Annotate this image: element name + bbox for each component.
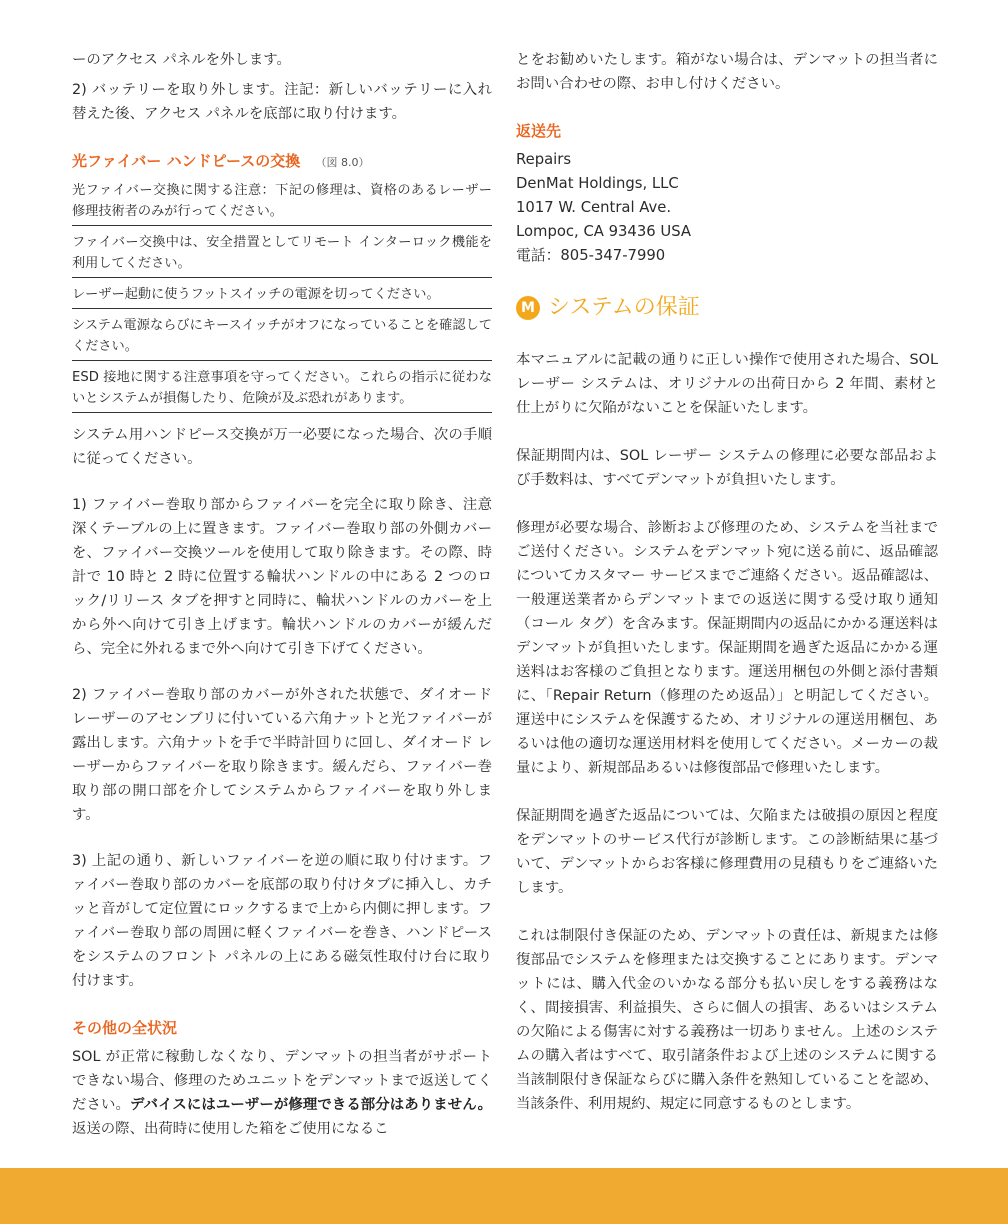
footer-color-bar xyxy=(0,1168,1008,1224)
intro-paragraph: ーのアクセス パネルを外します。 xyxy=(72,52,291,68)
fiber-step-3: 3) 上記の通り、新しいファイバーを逆の順に取り付けます。ファイバー巻取り部のカバーを底部の取り付けタブに挿入し、カチッと音がして定位置にロックするまで上から内側に押します。ファイバー巻取り部の周囲に軽くファイバーを巻き、ハンドピースをシステムのフロント パネルの上にある磁気性取付け台に取り付けます。 xyxy=(72,853,492,989)
phone-line: 電話：805-347-7990 xyxy=(516,247,666,264)
left-column xyxy=(72,48,507,1141)
warranty-heading xyxy=(516,292,938,324)
warning-remote-interlock: ファイバー交換中は、安全措置としてリモート インターロック機能を利用してください。 xyxy=(72,232,492,278)
other-text-b: 返送の際、出荷時に使用した箱をご使用になるこ xyxy=(72,1121,389,1137)
no-user-serviceable-parts: デバイスにはユーザーが修理できる部分はありません。 xyxy=(129,1097,492,1113)
fiber-section-title: 光ファイバー ハンドピースの交換 xyxy=(72,152,301,170)
battery-step: 2) バッテリーを取り外します。注記：新しいバッテリーに入れ替えた後、アクセス パネルを底部に取り付けます。 xyxy=(72,82,492,122)
fiber-step-2: 2) ファイバー巻取り部のカバーが外された状態で、ダイオード レーザーのアセンブリに付いている六角ナットと光ファイバーが露出します。六角ナットを手で半時計回りに回し、ダイオード レーザーからファイバーを取り除きます。緩んだら、ファイバー巻取り部の開口部を介してシステムからファイバーを取り外します。 xyxy=(72,687,507,823)
other-paragraph xyxy=(72,1045,492,1141)
other-text-a: SOL が正常に稼動しなくなり、デンマットの担当者がサポートできない場合、修理のためユニットをデンマットまで返送してください。 xyxy=(72,1049,492,1113)
return-address xyxy=(516,148,938,268)
warranty-paragraph: 修理が必要な場合、診断および修理のため、システムを当社までご送付ください。システムをデンマット宛に送る前に、返品確認についてカスタマー サービスまでご連絡ください。返品確認は、一般運送業者からデンマットまでの返送に関する受け取り通知（コール タグ）を含みます。保証期間内の返品にかかる運送料はデンマットが負担いたします。保証期間を過ぎた返品にかかる運送料はお客様のご負担となります。運送用梱包の外側と添付書類に、「Repair Return（修理のため返品）」と明記してください。運送中にシステムを保護するため、オリジナルの運送用梱包、あるいは他の適切な運送用材料を使用してください。メーカーの裁量により、新規部品あるいは修復部品で修理いたします。 xyxy=(516,520,938,776)
warranty-paragraph: これは制限付き保証のため、デンマットの責任は、新規または修復部品でシステムを修理または交換することにあります。デンマットには、購入代金のいかなる部分も払い戻しをする義務はなく、間接損害、利益損失、さらに個人の損害、あるいはシステムの欠陥による傷害に対する義務は一切ありません。上述のシステムの購入者はすべて、取引諸条件および上述のシステムに関する当該制限付き保証ならびに購入条件を熟知していることを認め、当該条件、利用規約、規定に同意するものとします。 xyxy=(516,928,938,1112)
address-line: 1017 W. Central Ave. xyxy=(516,199,672,216)
address-line: Lompoc, CA 93436 USA xyxy=(516,223,691,240)
address-line: Repairs xyxy=(516,151,572,168)
warning-qualified-technician: 光ファイバー交換に関する注意：下記の修理は、資格のあるレーザー 修理技術者のみが行ってください。 xyxy=(72,180,492,226)
warranty-title: システムの保証 xyxy=(548,295,700,320)
warning-esd: ESD 接地に関する注意事項を守ってください。これらの指示に従わないとシステムが損傷したり、危険が及ぶ恐れがあります。 xyxy=(72,367,492,413)
section-m-badge-icon: M xyxy=(516,296,540,320)
fiber-step-1: 1) ファイバー巻取り部からファイバーを完全に取り除き、注意深くテーブルの上に置きます。ファイバー巻取り部の外側カバーを、ファイバー交換ツールを使用して取り除きます。その際、時計で 10 時と 2 時に位置する輪状ハンドルの中にある 2 つのロック/リリース タブを押すと同時に、輪状ハンドルのカバーを上から外へ向けて引き上げます。輪状ハンドルのカバーが緩んだら、完全に外れるまで外へ向けて引き下げてください。 xyxy=(72,497,492,657)
warranty-paragraph: 保証期間内は、SOL レーザー システムの修理に必要な部品および手数料は、すべてデンマットが負担いたします。 xyxy=(516,448,938,488)
handpiece-replacement-intro: システム用ハンドピース交換が万一必要になった場合、次の手順に従ってください。 xyxy=(72,427,492,467)
fiber-section-heading xyxy=(72,150,492,174)
figure-reference: （図 8.0） xyxy=(315,156,370,169)
address-line: DenMat Holdings, LLC xyxy=(516,175,679,192)
warranty-paragraph: 本マニュアルに記載の通りに正しい操作で使用された場合、SOL レーザー システムは、オリジナルの出荷日から 2 年間、素材と仕上がりに欠陥がないことを保証いたします。 xyxy=(516,352,938,416)
continuation-paragraph: とをお勧めいたします。箱がない場合は、デンマットの担当者にお問い合わせの際、お申し付けください。 xyxy=(516,52,938,92)
other-section-title: その他の全状況 xyxy=(72,1019,178,1037)
warning-footswitch-power: レーザー起動に使うフットスイッチの電源を切ってください。 xyxy=(72,284,492,309)
warranty-paragraph: 保証期間を過ぎた返品については、欠陥または破損の原因と程度をデンマットのサービス代行が診断します。この診断結果に基づいて、デンマットからお客様に修理費用の見積もりをご連絡いたします。 xyxy=(516,808,938,896)
return-address-title: 返送先 xyxy=(516,122,562,140)
warning-keyswitch-off: システム電源ならびにキースイッチがオフになっていることを確認してください。 xyxy=(72,315,492,361)
right-column xyxy=(516,48,938,1116)
